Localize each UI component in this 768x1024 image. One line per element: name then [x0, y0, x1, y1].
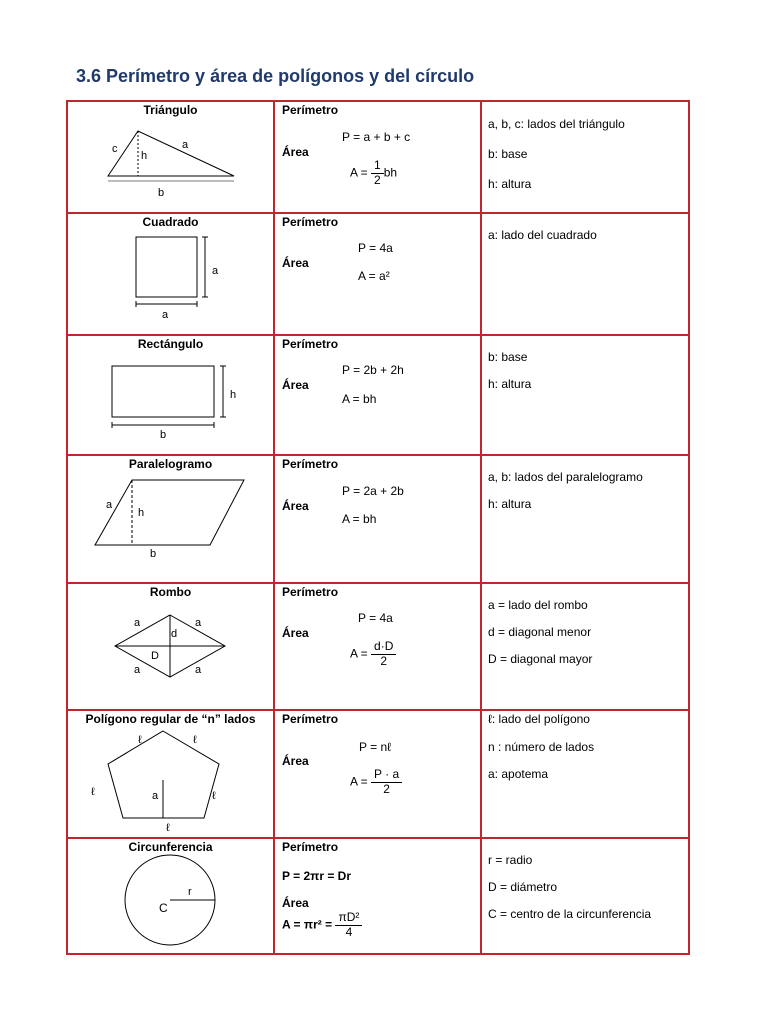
perimeter-label: Perímetro — [282, 337, 339, 351]
label-a: a — [162, 309, 169, 321]
fraction-numerator: P · a — [371, 768, 402, 783]
area-fraction — [371, 640, 396, 669]
page-title: 3.6 Perímetro y área de polígonos y del círculo — [76, 66, 475, 86]
shape-name: Triángulo — [143, 103, 198, 117]
perimeter-formula: P = 4a — [358, 241, 393, 255]
area-formula — [350, 640, 396, 669]
area-label: Área — [282, 145, 309, 159]
figure-cell — [67, 838, 274, 954]
area-prefix: A = — [350, 774, 368, 789]
notes-cell — [481, 455, 689, 583]
triangle-shape — [108, 131, 234, 176]
shape-name: Paralelogramo — [128, 457, 213, 471]
label-side: ℓ — [212, 790, 216, 802]
note: r = radio — [488, 853, 533, 867]
note: b: base — [488, 147, 528, 161]
perimeter-formula: P = 2a + 2b — [342, 484, 404, 498]
label-a: a — [182, 139, 189, 151]
shape-name: Rombo — [149, 585, 192, 599]
note: b: base — [488, 350, 528, 364]
label-side: ℓ — [166, 822, 170, 834]
figure-cell — [67, 213, 274, 335]
formula-cell — [274, 455, 481, 583]
fraction-denominator: 2 — [383, 781, 390, 796]
label-C: C — [159, 901, 168, 915]
figure-cell — [67, 335, 274, 455]
perimeter-formula: P = 4a — [358, 611, 393, 625]
perimeter-formula: P = 2b + 2h — [342, 363, 404, 377]
note: a = lado del rombo — [488, 598, 588, 612]
area-formula: A = a² — [358, 269, 390, 283]
formula-cell — [274, 838, 481, 954]
table-row — [67, 101, 689, 213]
table-row — [67, 838, 689, 954]
table-row — [67, 213, 689, 335]
label-a: a — [195, 617, 202, 629]
fraction-numerator: d·D — [371, 640, 396, 655]
rectangle-figure — [68, 336, 273, 456]
note: a: apotema — [488, 767, 549, 781]
perimeter-label: Perímetro — [282, 712, 339, 726]
label-a: a — [134, 664, 141, 676]
label-a: a — [195, 664, 202, 676]
formula-cell — [274, 710, 481, 838]
perimeter-label: Perímetro — [282, 840, 339, 854]
perimeter-formula: P = nℓ — [359, 740, 392, 754]
area-label: Área — [282, 896, 309, 910]
table-row — [67, 335, 689, 455]
triangle-figure — [68, 102, 273, 214]
shape-name: Polígono regular de “n” lados — [85, 712, 256, 726]
perimeter-label: Perímetro — [282, 585, 339, 599]
notes-cell — [481, 213, 689, 335]
shape-name: Rectángulo — [137, 337, 204, 351]
label-a: a — [106, 499, 113, 511]
perimeter-formula: P = a + b + c — [342, 130, 411, 144]
note: d = diagonal menor — [488, 625, 592, 639]
notes-cell — [481, 101, 689, 213]
area-prefix: A = πr² = — [282, 917, 333, 932]
label-a: a — [134, 617, 141, 629]
note: a: lado del cuadrado — [488, 228, 597, 242]
area-fraction — [335, 911, 362, 940]
notes-cell — [481, 838, 689, 954]
label-b: b — [158, 187, 165, 199]
notes-cell — [481, 335, 689, 455]
label-side: ℓ — [91, 786, 95, 798]
label-r: r — [188, 886, 192, 898]
label-h: h — [138, 507, 145, 519]
fraction-denominator: 4 — [345, 924, 353, 939]
notes-cell — [481, 710, 689, 838]
formula-cell — [274, 213, 481, 335]
note: D = diagonal mayor — [488, 652, 593, 666]
label-side: ℓ — [193, 734, 197, 746]
area-label: Área — [282, 754, 309, 768]
square-figure — [68, 214, 273, 336]
label-a: a — [212, 265, 219, 277]
formulas-table — [66, 100, 690, 955]
area-prefix: A = — [350, 646, 368, 661]
rhombus-figure — [68, 584, 273, 711]
area-formula — [350, 159, 397, 188]
perimeter-label: Perímetro — [282, 215, 339, 229]
area-label: Área — [282, 378, 309, 392]
note: a, b, c: lados del triángulo — [488, 117, 625, 131]
formula-cell — [274, 583, 481, 710]
area-label: Área — [282, 626, 309, 640]
note: ℓ: lado del polígono — [488, 712, 590, 726]
table-row — [67, 455, 689, 583]
area-suffix: bh — [383, 165, 398, 180]
figure-cell — [67, 583, 274, 710]
area-fraction — [371, 768, 402, 797]
area-label: Área — [282, 256, 309, 270]
perimeter-label: Perímetro — [282, 103, 339, 117]
label-c: c — [112, 143, 118, 155]
figure-cell — [67, 101, 274, 213]
note: D = diámetro — [488, 880, 558, 894]
pentagon-figure — [68, 711, 273, 839]
perimeter-label: Perímetro — [282, 457, 339, 471]
label-side: ℓ — [138, 734, 142, 746]
fraction-denominator: 2 — [374, 172, 381, 187]
formula-cell — [274, 101, 481, 213]
perimeter-formula: P = 2πr = Dr — [282, 869, 352, 883]
label-h: h — [230, 389, 237, 401]
area-prefix: A = — [350, 165, 368, 180]
parallelogram-shape — [95, 480, 244, 545]
area-fraction — [371, 159, 384, 188]
area-formula: A = bh — [342, 512, 377, 526]
fraction-numerator: πD² — [335, 911, 362, 926]
circle-figure — [68, 839, 273, 955]
area-label: Área — [282, 499, 309, 513]
note: C = centro de la circunferencia — [488, 907, 652, 921]
figure-cell — [67, 455, 274, 583]
label-h: h — [141, 150, 148, 162]
shape-name: Circunferencia — [128, 840, 213, 854]
label-b: b — [150, 548, 157, 560]
area-formula — [282, 911, 362, 940]
notes-cell — [481, 583, 689, 710]
note: h: altura — [488, 497, 532, 511]
note: h: altura — [488, 377, 532, 391]
area-formula: A = bh — [342, 392, 377, 406]
label-apothem: a — [152, 790, 159, 802]
figure-cell — [67, 710, 274, 838]
table-row — [67, 710, 689, 838]
note: n : número de lados — [488, 740, 595, 754]
parallelogram-figure — [68, 456, 273, 584]
fraction-numerator: 1 — [371, 159, 384, 174]
label-b: b — [160, 429, 167, 441]
fraction-denominator: 2 — [380, 653, 388, 668]
table-row — [67, 583, 689, 710]
label-d: d — [171, 628, 178, 640]
label-D: D — [151, 650, 159, 662]
shape-name: Cuadrado — [142, 215, 199, 229]
formula-cell — [274, 335, 481, 455]
area-formula — [350, 768, 402, 797]
note: h: altura — [488, 177, 532, 191]
note: a, b: lados del paralelogramo — [488, 470, 643, 484]
rectangle-shape — [112, 366, 214, 417]
square-shape — [136, 237, 197, 297]
